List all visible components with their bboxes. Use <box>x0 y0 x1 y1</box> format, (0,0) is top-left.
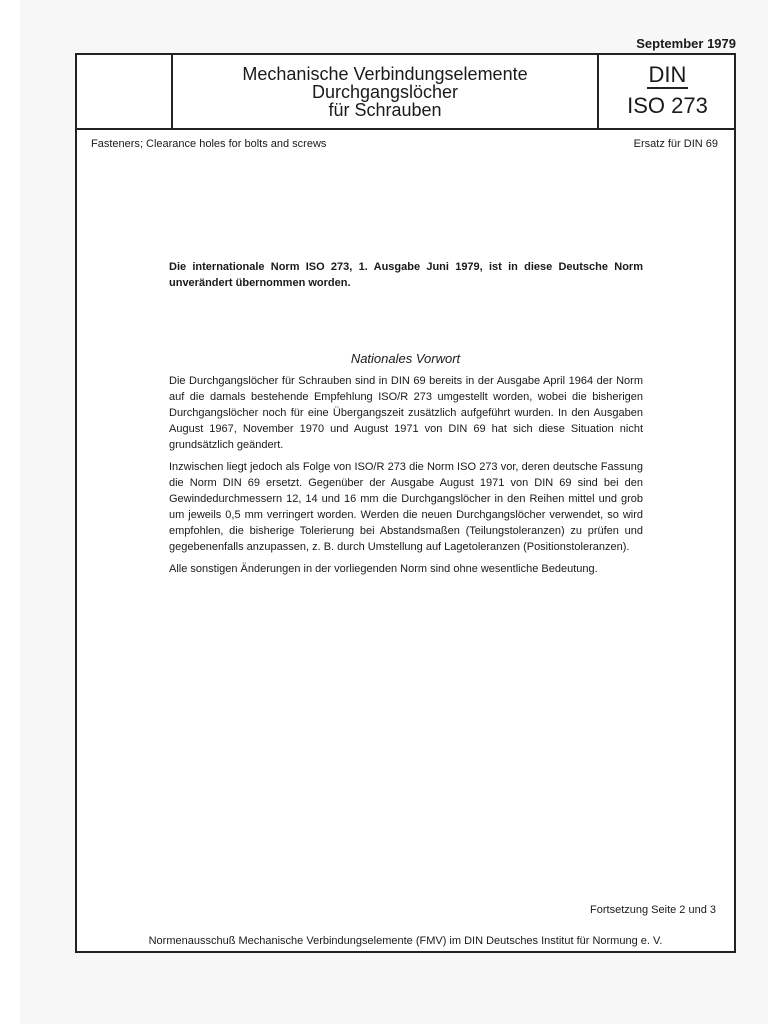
national-foreword-body <box>169 373 643 583</box>
foreword-paragraph: Die Durchgangslöcher für Schrauben sind in DIN 69 bereits in der Ausgabe April 1964 der Norm auf die damals bestehende Empfehlung ISO/R 273 umgestellt worden, wobei die bisherigen Durchgangslöcher noch für eine Übergangszeit zusätzlich aufgeführt wurden. In den Ausgaben August 1967, November 1970 und August 1971 von DIN 69 hat sich diese Situation nicht grundsätzlich geändert. <box>169 375 643 451</box>
english-title: Fasteners; Clearance holes for bolts and screws <box>91 138 327 150</box>
standard-number: ISO 273 <box>627 93 708 118</box>
standard-designation <box>599 55 736 128</box>
title-line-3: für Schrauben <box>328 99 442 120</box>
title-line-1: Mechanische Verbindungselemente <box>242 63 528 84</box>
foreword-paragraph: Alle sonstigen Änderungen in der vorliegenden Norm sind ohne wesentliche Bedeutung. <box>169 563 598 575</box>
national-foreword-heading: Nationales Vorwort <box>350 351 461 366</box>
document-frame <box>75 53 736 953</box>
adoption-statement: Die internationale Norm ISO 273, 1. Ausgabe Juni 1979, ist in diese Deutsche Norm unverändert übernommen worden. <box>169 261 643 289</box>
document-title <box>173 55 599 128</box>
publication-date: September 1979 <box>636 36 736 51</box>
foreword-paragraph: Inzwischen liegt jedoch als Folge von ISO/R 273 die Norm ISO 273 vor, deren deutsche Fassung die Norm DIN 69 ersetzt. Gegenüber der Ausgabe August 1971 von DIN 69 sind bei den Gewindedurchmessern 12, 14 und 16 mm die Durchgangslöcher in den Reihen mittel und grob um jeweils 0,5 mm verringert worden. Werden die neuen Durchgangslöcher verwendet, so wird empfohlen, die bisherige Tolerierung bei Abstandsmaßen (Teilungstoleranzen) zu prüfen und gegebenenfalls anzupassen, z. B. durch Umstellung auf Lagetoleranzen (Positionstoleranzen). <box>169 461 643 553</box>
din-logo: DIN <box>648 62 687 87</box>
continuation-note: Fortsetzung Seite 2 und 3 <box>590 904 716 916</box>
replaces-note: Ersatz für DIN 69 <box>633 138 718 150</box>
title-line-2: Durchgangslöcher <box>311 81 459 102</box>
title-block-empty-cell <box>77 55 173 128</box>
title-block <box>77 55 734 130</box>
committee-footer: Normenausschuß Mechanische Verbindungselemente (FMV) im DIN Deutsches Institut für Normung e. V. <box>148 935 663 947</box>
